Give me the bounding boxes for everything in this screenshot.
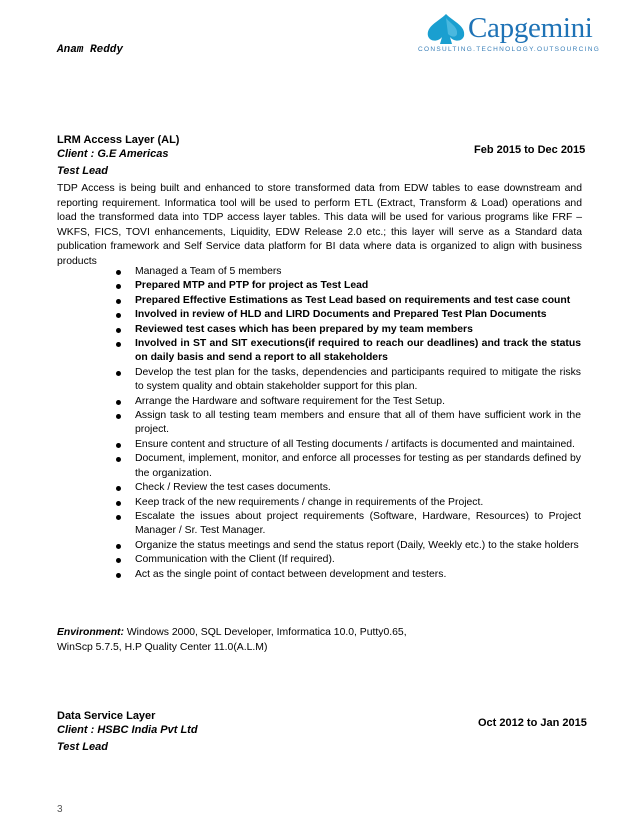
list-item: Involved in ST and SIT executions(if required to reach our deadlines) and track the status on daily basis and send a report to all stakeholders: [118, 337, 581, 366]
project-client: Client : HSBC India Pvt Ltd: [57, 724, 198, 736]
environment: [57, 626, 582, 656]
environment-line-2: WinScp 5.7.5, H.P Quality Center 11.0(A.L.M): [57, 641, 268, 653]
logo-wordmark: Capgemini: [468, 12, 593, 44]
environment-label: Environment:: [57, 627, 124, 638]
project-role: Test Lead: [57, 741, 108, 753]
list-item: Organize the status meetings and send the status report (Daily, Weekly etc.) to the stake holders: [118, 539, 581, 553]
list-item: Involved in review of HLD and LIRD Documents and Prepared Test Plan Documents: [118, 308, 581, 322]
author-name: Anam Reddy: [57, 44, 124, 56]
project-dates: Oct 2012 to Jan 2015: [478, 717, 587, 729]
list-item: Assign task to all testing team members and ensure that all of them have sufficient work in the project.: [118, 409, 581, 438]
page-number: 3: [57, 804, 63, 815]
project-client: Client : G.E Americas: [57, 148, 169, 160]
project-description: TDP Access is being built and enhanced to store transformed data from EDW tables to ease downstream and reporting requirement. Informatica tool will be used to perform ETL (Extract, Transform & Load) operations and load the transformed data into TDP access layer tables. This data will be used for various programs like FRF – WKFS, FICS, TOVI enhancements, Liquidity, EDW Release 2.0 etc.; this layer will serve as a Standard data publication framework and Self Service data platform for BI data where data is organized to align with business products: [57, 183, 582, 267]
list-item: Arrange the Hardware and software requirement for the Test Setup.: [118, 395, 581, 409]
spade-icon: [424, 12, 468, 46]
project-title: LRM Access Layer (AL): [57, 134, 180, 146]
project-role: Test Lead: [57, 165, 108, 177]
list-item: Document, implement, monitor, and enforce all processes for testing as per standards defined by the organization.: [118, 452, 581, 481]
list-item: Prepared MTP and PTP for project as Test Lead: [118, 279, 581, 293]
list-item: Managed a Team of 5 members: [118, 265, 581, 279]
list-item: Check / Review the test cases documents.: [118, 481, 581, 495]
list-item: Develop the test plan for the tasks, dependencies and participants required to mitigate the risks to system quality and obtain stakeholder support for this plan.: [118, 366, 581, 395]
list-item: Reviewed test cases which has been prepared by my team members: [118, 323, 581, 337]
list-item: Act as the single point of contact between development and testers.: [118, 568, 581, 582]
list-item: Ensure content and structure of all Testing documents / artifacts is documented and maintained.: [118, 438, 581, 452]
list-item: Keep track of the new requirements / change in requirements of the Project.: [118, 496, 581, 510]
logo-tagline: CONSULTING.TECHNOLOGY.OUTSOURCING: [418, 46, 601, 53]
list-item: Communication with the Client (If required).: [118, 553, 581, 567]
project-title: Data Service Layer: [57, 710, 156, 722]
responsibilities-list: [118, 265, 581, 582]
project-dates: Feb 2015 to Dec 2015: [474, 144, 586, 156]
list-item: Prepared Effective Estimations as Test Lead based on requirements and test case count: [118, 294, 581, 308]
environment-line-1: Windows 2000, SQL Developer, Imformatica 10.0, Putty0.65,: [123, 627, 407, 638]
company-logo: [416, 10, 606, 56]
list-item: Escalate the issues about project requirements (Software, Hardware, Resources) to Project Manager / Sr. Test Manager.: [118, 510, 581, 539]
